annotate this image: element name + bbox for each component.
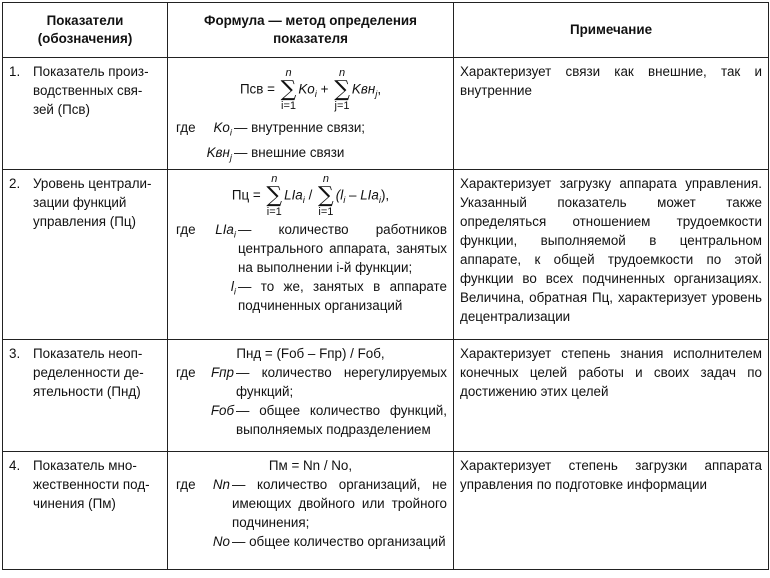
table-row [3, 452, 769, 570]
header-indicators-line2: (обозначения) [37, 31, 133, 46]
formula-tail: , [377, 81, 382, 97]
formula-term: (l [335, 187, 344, 203]
where-label: где [176, 222, 196, 237]
formula-term: Kвн [351, 81, 376, 97]
formula-subscript: i [378, 195, 381, 207]
indicator-cell [3, 340, 168, 452]
definition-text: — то же, занятых в аппарате подчиненных организаций [238, 279, 447, 313]
formula-subscript: i [302, 195, 305, 207]
definition-symbol: Kвн$_j$ [206, 144, 232, 164]
formula-subscript: i [343, 195, 346, 207]
sigma-glyph: ∑ [334, 77, 350, 102]
note-text: Характеризует связи как внешние, так и внутренние [460, 64, 762, 98]
sum-upper-limit: n [338, 67, 346, 79]
indicator-name [33, 456, 163, 513]
formula: Пм = Nn / No, [268, 458, 353, 473]
indicator-name-line: Показатель неоп- [33, 346, 143, 361]
definition-symbol: Fоб [210, 403, 234, 418]
indicator-name [33, 344, 163, 401]
sum-lower-limit: i=1 [266, 206, 282, 218]
sum-lower-limit: i=1 [281, 100, 297, 112]
indicator-name-line: Показатель мно- [33, 458, 137, 473]
note-cell [454, 170, 769, 340]
where-label: где [176, 120, 196, 135]
sum-upper-limit: n [285, 67, 292, 79]
summation-symbol [318, 174, 334, 218]
definition-symbol: Fпр [211, 365, 234, 380]
table-row [3, 58, 769, 170]
definition-item [176, 475, 447, 532]
formula [168, 58, 453, 112]
definitions [168, 475, 453, 551]
definition-symbol: No [212, 534, 230, 549]
indicator-name-line: жественности под- [33, 477, 150, 492]
formula-lhs: Пц = [231, 187, 261, 203]
note-cell [454, 58, 769, 170]
formula-cell [168, 58, 454, 170]
note-text: Характеризует загрузку аппарата управления. Указанный показатель может также определяться отношением трудоемкости функции, выполняемой в центральном аппарате, к общей трудоемкости по этой функции во всех подчиненных организациях. Величина, обратная Пц, характеризует уровень децентрализации [460, 176, 762, 324]
definitions [168, 220, 453, 315]
indicator-cell [3, 58, 168, 170]
indicator-name-line: Показатель произ- [33, 64, 149, 79]
row-number: 3. [9, 346, 21, 361]
indicator-name-line: зей (Псв) [33, 102, 90, 117]
summation-symbol [266, 174, 282, 218]
indicator-name [33, 174, 163, 231]
sigma-glyph: ∑ [266, 183, 283, 208]
header-formula: Формула — метод определения показателя [168, 3, 454, 58]
indicator-name [33, 62, 163, 119]
formula [168, 170, 453, 218]
table-header-row [3, 3, 769, 58]
sum-lower-limit: i=1 [318, 206, 334, 218]
table-row [3, 170, 769, 340]
indicator-name-line: зации функций [33, 195, 127, 210]
definition-symbol: Nn [212, 477, 230, 492]
sigma-glyph: ∑ [318, 183, 334, 208]
definition-item [176, 532, 447, 551]
summation-symbol [334, 68, 350, 112]
definition-item [176, 363, 447, 401]
indicator-name-line: Уровень централи- [33, 176, 152, 191]
note-text: Характеризует степень загрузки аппарата управления по подготовке информации [460, 458, 762, 492]
indicator-cell [3, 170, 168, 340]
row-number: 1. [9, 64, 21, 79]
summation-symbol [281, 68, 297, 112]
header-indicators [3, 3, 168, 58]
definition-text: — количество нерегулируемых функций; [236, 365, 447, 399]
indicator-name-line: ятельности (Пнд) [33, 384, 141, 399]
note-text: Характеризует степень знания исполнителем конечных целей работы и своих задач по достижению этих целей [460, 346, 762, 399]
sigma-glyph: ∑ [280, 77, 297, 102]
indicator-name-line: управления (Пц) [33, 214, 136, 229]
sum-lower-limit: j=1 [334, 100, 350, 112]
row-number: 4. [9, 458, 21, 473]
sum-upper-limit: n [271, 173, 278, 185]
definition-text: — внутренние связи; [234, 120, 366, 135]
definition-symbol: LIa$_i$ [215, 222, 236, 241]
formula-cell [168, 340, 454, 452]
formula-cell [168, 170, 454, 340]
formula-cell [168, 452, 454, 570]
formula-lhs: Псв = [239, 81, 275, 97]
indicator-name-line: водственных свя- [33, 83, 143, 98]
formula-term: LIa [284, 187, 303, 203]
formula: Пнд = (Fоб – Fпр) / Fоб, [236, 346, 385, 361]
definition-item [176, 401, 447, 439]
indicators-table [2, 2, 769, 570]
header-note: Примечание [454, 3, 769, 58]
where-label: где [176, 477, 196, 492]
formula-operator: – [345, 187, 361, 203]
note-cell [454, 340, 769, 452]
definition-text: — общее количество функций, выполняемых подразделением [236, 403, 447, 437]
definition-text: — количество организаций, не имеющих двойного или тройного подчинения; [232, 477, 447, 530]
indicator-name-line: ределенности де- [33, 365, 144, 380]
row-number: 2. [9, 176, 21, 191]
definitions [168, 118, 453, 167]
formula-subscript: i [314, 89, 317, 101]
definition-item [176, 277, 447, 315]
definition-item [176, 143, 447, 168]
formula-operator: / [304, 187, 317, 203]
definition-item [176, 118, 447, 143]
header-indicators-line1: Показатели [46, 13, 124, 28]
formula-term: LIa [360, 187, 379, 203]
definition-item [176, 220, 447, 277]
formula-operator: + [320, 81, 329, 97]
indicator-name-line: чинения (Пм) [33, 496, 116, 511]
formula-subscript: j [375, 89, 378, 101]
formula-tail: ), [380, 187, 390, 203]
indicator-cell [3, 452, 168, 570]
definition-symbol: $Ko_i$ [213, 120, 232, 139]
definition-symbol: $l_i$ [230, 279, 236, 298]
sum-upper-limit: n [322, 173, 329, 185]
table-row [3, 340, 769, 452]
definition-text: — количество работников центрального аппарата, занятых на выполнении i-й функции; [238, 222, 447, 275]
definitions [168, 363, 453, 439]
where-label: где [176, 365, 196, 380]
definition-text: — внешние связи [234, 144, 345, 160]
formula-term: Ko [298, 81, 315, 97]
definition-text: — общее количество организаций [232, 534, 446, 549]
note-cell [454, 452, 769, 570]
